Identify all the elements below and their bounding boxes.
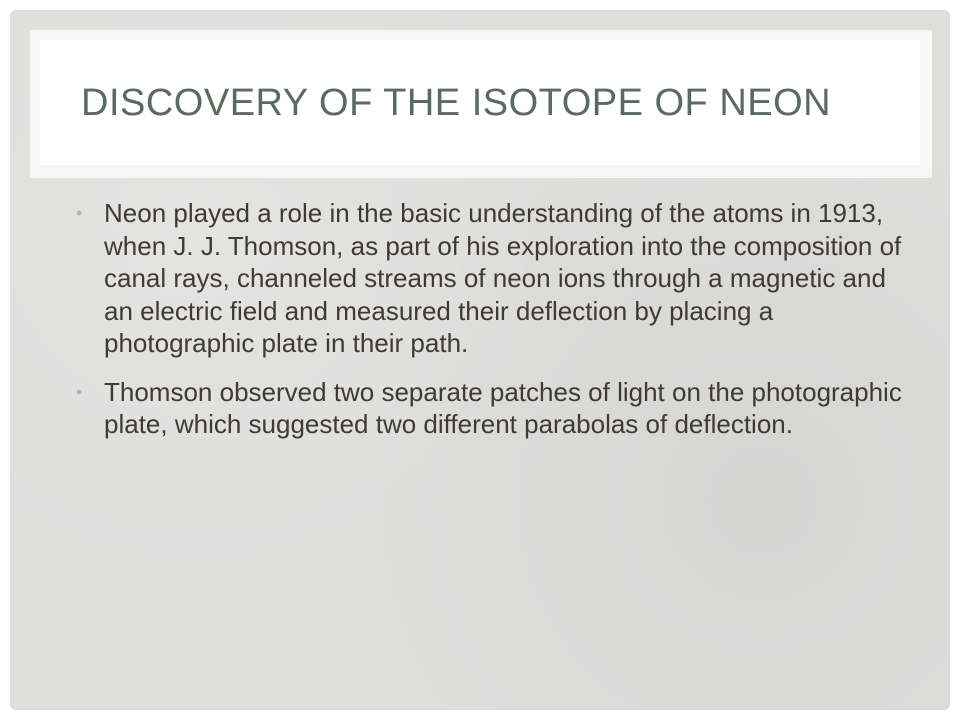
- slide: [10, 10, 950, 710]
- slide-title: DISCOVERY OF THE ISOTOPE OF NEON: [81, 82, 832, 124]
- bullet-text: Thomson observed two separate patches of light on the photographic plate, which suggested two different parabolas of deflection.: [104, 376, 902, 439]
- title-band: [30, 30, 932, 178]
- bullet-icon: •: [76, 381, 83, 402]
- bullet-item-1: [76, 197, 906, 360]
- title-box: [40, 40, 920, 165]
- bullet-list: [76, 197, 906, 457]
- bullet-icon: •: [76, 203, 83, 223]
- bullet-item-2: [76, 376, 906, 441]
- bullet-text: Neon played a role in the basic understanding of the atoms in 1913, when J. J. Thomson, as part of his exploration into the composition of canal rays, channeled streams of neon ions through a magnetic and an electric field and measured their deflection by placing a photographic plate in their path.: [104, 198, 902, 358]
